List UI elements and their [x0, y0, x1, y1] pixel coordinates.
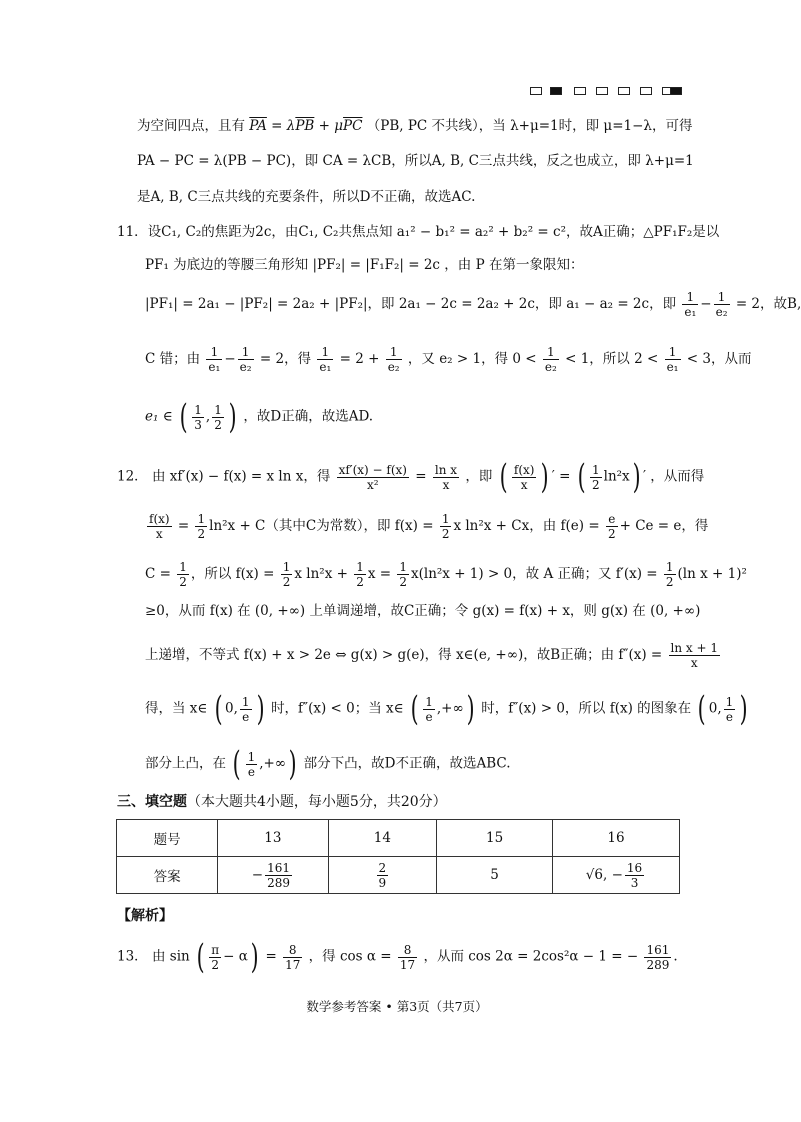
- q12-line-4: ≥0，从而 f(x) 在 (0, +∞) 上单调递增，故C正确；令 g(x) = f(x) + x，则 g(x) 在 (0, +∞): [145, 603, 701, 619]
- q11-line-1: 11．设C₁, C₂的焦距为2c，由C₁, C₂共焦点知 a₁² − b₁² = a₂² + b₂² = c²，故A正确；△PF₁F₂是以: [117, 224, 720, 240]
- q10-line-1: 为空间四点，且有 $\overline{PA} = \lambda\overline{PB} + \mu\overline{PC}$ （PB, PC 不共线），当 λ+μ=1时，即 μ=1−λ，可得: [137, 118, 693, 134]
- q13-line: 13． 由 sin ( $\frac{\pi}{2}$ − α) = $\frac{8}{17}$ ，得 cos α = $\frac{8}{17}$ ，从而 cos 2α = 2cos²α − 1 = − $\frac{161}{289}$ .: [117, 937, 678, 977]
- q10-line-2: PA − PC = λ(PB − PC)，即 CA = λCB，所以A, B, C三点共线，反之也成立，即 λ+μ=1: [137, 153, 694, 169]
- q11-line-4: C 错；由 $\frac{1}{\text{e₁}}$ − $\frac{1}{\text{e₂}}$ = 2，得 $\frac{1}{\text{e₁}}$ = 2 + $\frac{1}{\text{e₂}}$ ，又 e₂ > 1，得 0 < $\frac{1}{\text{e₂}}$ < 1，所以 2 < $\frac{1}{\text{e₁}}$ < 3，从而: [145, 345, 752, 374]
- q11-line-5: e₁ ∈ ( $\frac{1}{3}$ , $\frac{1}{2}$ ) ，故D正确，故选AD.: [145, 397, 374, 437]
- marker-empty-icon: [596, 87, 608, 95]
- q10-line-3: 是A, B, C三点共线的充要条件，所以D不正确，故选AC.: [137, 189, 476, 205]
- marker-filled-icon: [670, 87, 682, 95]
- q12-line-2: $\frac{f(x)}{x}$ = $\frac{1}{2}$ ln²x + C（其中C为常数），即 f(x) = $\frac{1}{2}$ x ln²x + Cx，由 f(e) = $\frac{e}{2}$ + Ce = e，得: [149, 512, 709, 541]
- page-footer: 数学参考答案 • 第3页（共7页）: [306, 999, 488, 1014]
- q11-line-3: |PF₁| = 2a₁ − |PF₂| = 2a₂ + |PF₂|，即 2a₁ − 2c = 2a₂ + 2c，即 a₁ − a₂ = 2c，即 $\frac{1}{\text{e₁}}$ − $\frac{1}{\text{e₂}}$ = 2，故B,: [145, 290, 801, 319]
- q12-line-7: 部分上凸，在 ( $\frac{1}{e}$ ,+∞) 部分下凸，故D不正确，故选ABC.: [145, 744, 511, 784]
- marker-empty-icon: [640, 87, 652, 95]
- marker-empty-icon: [530, 87, 542, 95]
- q12-line-1: 12． 由 xf′(x) − f(x) = x ln x，得 $\frac{xf'(x) - f(x)}{\text{x²}}$ = $\frac{\text{ln x}}{x}$ ，即 ( $\frac{f(x)}{x}$ ) ′ = ( $\frac{1}{2}$ ln²x) ′ ，从而得: [117, 457, 705, 497]
- table-row: 题号 13 14 15 16: [117, 820, 680, 857]
- answer-15: 5: [437, 857, 553, 894]
- table-row: 答案 − $\frac{161}{289}$ $\frac{2}{9}$ 5 √6, − $\frac{16}{3}$: [117, 857, 680, 894]
- marker-empty-icon: [574, 87, 586, 95]
- answer-table: [116, 819, 680, 894]
- q12-line-6: 得，当 x∈ ( 0, $\frac{1}{e}$ ) 时，f″(x) < 0；当 x∈ ( $\frac{1}{e}$ ,+∞) 时，f″(x) > 0，所以 f(x) 的图象在 ( 0, $\frac{1}{e}$ ): [145, 689, 748, 729]
- answer-13: − $\frac{161}{289}$: [218, 857, 328, 894]
- marker-filled-icon: [550, 87, 562, 95]
- answer-14: $\frac{2}{9}$: [328, 857, 437, 894]
- answer-16: √6, − $\frac{16}{3}$: [552, 857, 679, 894]
- q12-line-5: 上递增，不等式 f(x) + x > 2e ⇔ g(x) > g(e)，得 x∈(e, +∞)，故B正确；由 f″(x) = $\frac{\text{ln x + 1}}{x}$: [145, 641, 718, 670]
- analysis-label: 【解析】: [117, 908, 173, 924]
- q12-line-3: C = $\frac{1}{2}$ ，所以 f(x) = $\frac{1}{2}$ x ln²x + $\frac{1}{2}$ x = $\frac{1}{2}$ x(ln²x + 1) > 0，故 A 正确；又 f′(x) = $\frac{1}{2}$ (ln x + 1)²: [145, 560, 747, 589]
- section-heading: 三、填空题（本大题共4小题，每小题5分，共20分）: [117, 794, 447, 810]
- q11-line-2: PF₁ 为底边的等腰三角形知 |PF₂| = |F₁F₂| = 2c ，由 P 在第一象限知：: [145, 257, 584, 273]
- marker-empty-icon: [618, 87, 630, 95]
